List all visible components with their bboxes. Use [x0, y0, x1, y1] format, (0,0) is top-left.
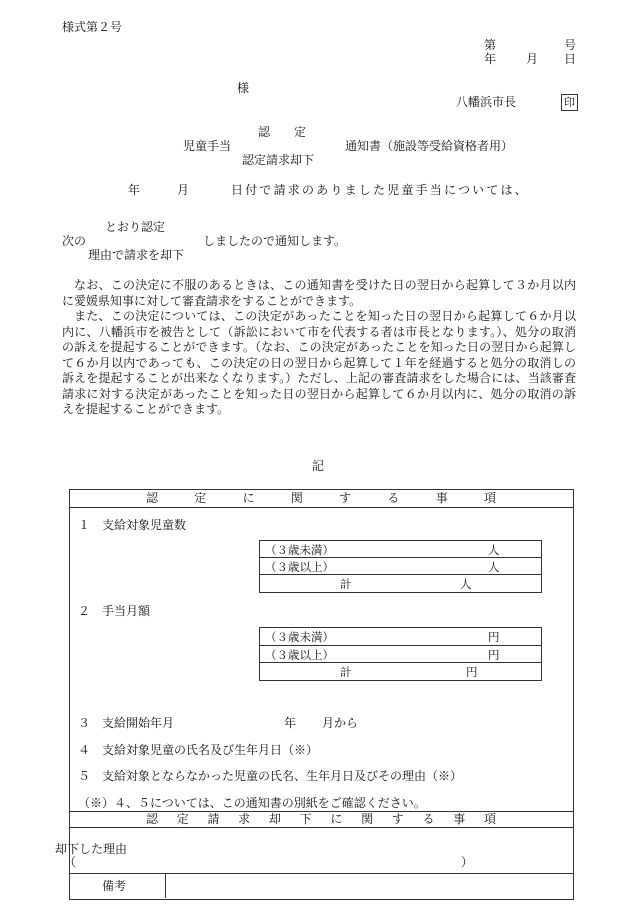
item3-year: 年 — [284, 716, 297, 730]
seal-stamp: 印 — [561, 94, 578, 111]
amount-total-unit: 円 — [466, 665, 478, 679]
issuer-name: 八幡浜市長 — [456, 95, 517, 109]
divider — [165, 873, 166, 898]
intro-prefix: 次の — [62, 234, 87, 248]
rejection-reason-open-paren: （ — [64, 855, 77, 869]
title-option-approval: 認 定 — [258, 125, 313, 139]
children-row-under3 — [260, 541, 541, 558]
children-count-table — [259, 540, 542, 593]
notice-paragraphs — [62, 278, 576, 418]
amount-row-unit: 円 — [488, 630, 500, 644]
document-number-suffix: 号 — [564, 38, 577, 52]
intro-suffix: しましたので通知します。 — [203, 234, 347, 248]
document-number-prefix: 第 — [484, 38, 497, 52]
amount-row-total — [260, 663, 541, 680]
amount-row-over3 — [260, 646, 541, 663]
children-total-unit: 人 — [460, 577, 472, 591]
monthly-amount-table — [259, 627, 542, 681]
rejection-section-heading: 認定請求却下に関する事項 — [146, 812, 496, 826]
date-month: 月 — [526, 52, 539, 66]
addressee-suffix: 様 — [237, 81, 250, 95]
item3-month: 月から — [322, 716, 359, 730]
amount-row-under3 — [260, 628, 541, 645]
intro-option-approval: とおり認定 — [105, 220, 166, 234]
date-day: 日 — [564, 52, 577, 66]
footnote: （※）４、５については、この通知書の別紙をご確認ください。 — [78, 796, 426, 810]
children-row-label: （３歳以上） — [265, 560, 334, 574]
amount-row-label: （３歳未満） — [265, 630, 334, 644]
amount-row-unit: 円 — [488, 648, 500, 662]
approval-section-heading: 認定に関する事項 — [146, 491, 496, 505]
rejection-reason-label: 却下した理由 — [55, 842, 128, 856]
ki-marker: 記 — [312, 459, 325, 473]
remarks-label: 備考 — [102, 879, 127, 893]
amount-total-label: 計 — [340, 665, 352, 679]
notice-paragraph-lawsuit: また、この決定については、この決定があったことを知った日の翌日から起算して６か月以内に、八幡浜市を被告として（訴訟において市を代表する者は市長となります。）、処分の取消の訴えを提起することができます。（なお、この決定があったことを知った日の翌日から起算して６か月以内であっても、この決定の日の翌日から起算して１年を経過すると処分の取消しの訴えを提起することが出来なくなります。）ただし、上記の審査請求をした場合には、当該審査請求に対する決定があったことを知った日の翌日から起算して６か月以内に、処分の取消の訴えを提起することができます。 — [62, 309, 576, 416]
children-row-over3 — [260, 558, 541, 575]
children-total-label: 計 — [340, 577, 352, 591]
intro-text: 日付で請求のありました児童手当については、 — [231, 183, 529, 197]
title-suffix: 通知書（施設等受給資格者用） — [345, 139, 514, 153]
item5-label: ５ 支給対象とならなかった児童の氏名、生年月日及びその理由（※） — [78, 769, 463, 783]
item2-label: ２ 手当月額 — [78, 604, 151, 618]
children-row-total — [260, 575, 541, 592]
notice-paragraph-appeal: なお、この決定に不服のあるときは、この通知書を受けた日の翌日から起算して３か月以内に愛媛県知事に対して審査請求をすることができます。 — [62, 278, 576, 308]
divider — [69, 873, 573, 874]
item1-label: １ 支給対象児童数 — [78, 518, 187, 532]
intro-year: 年 — [128, 183, 141, 197]
title-option-rejection: 認定請求却下 — [242, 153, 315, 167]
divider — [69, 827, 573, 828]
rejection-reason-close-paren: ） — [461, 855, 474, 869]
divider — [69, 507, 573, 508]
item3-label: ３ 支給開始年月 — [78, 716, 175, 730]
intro-option-rejection: 理由で請求を却下 — [88, 248, 185, 262]
item4-label: ４ 支給対象児童の氏名及び生年月日（※） — [78, 743, 319, 757]
children-row-unit: 人 — [488, 560, 500, 574]
date-year: 年 — [484, 52, 497, 66]
children-row-unit: 人 — [488, 543, 500, 557]
form-number: 様式第２号 — [62, 20, 123, 34]
children-row-label: （３歳未満） — [265, 543, 334, 557]
amount-row-label: （３歳以上） — [265, 648, 334, 662]
title-prefix: 児童手当 — [183, 139, 232, 153]
intro-month: 月 — [177, 183, 190, 197]
